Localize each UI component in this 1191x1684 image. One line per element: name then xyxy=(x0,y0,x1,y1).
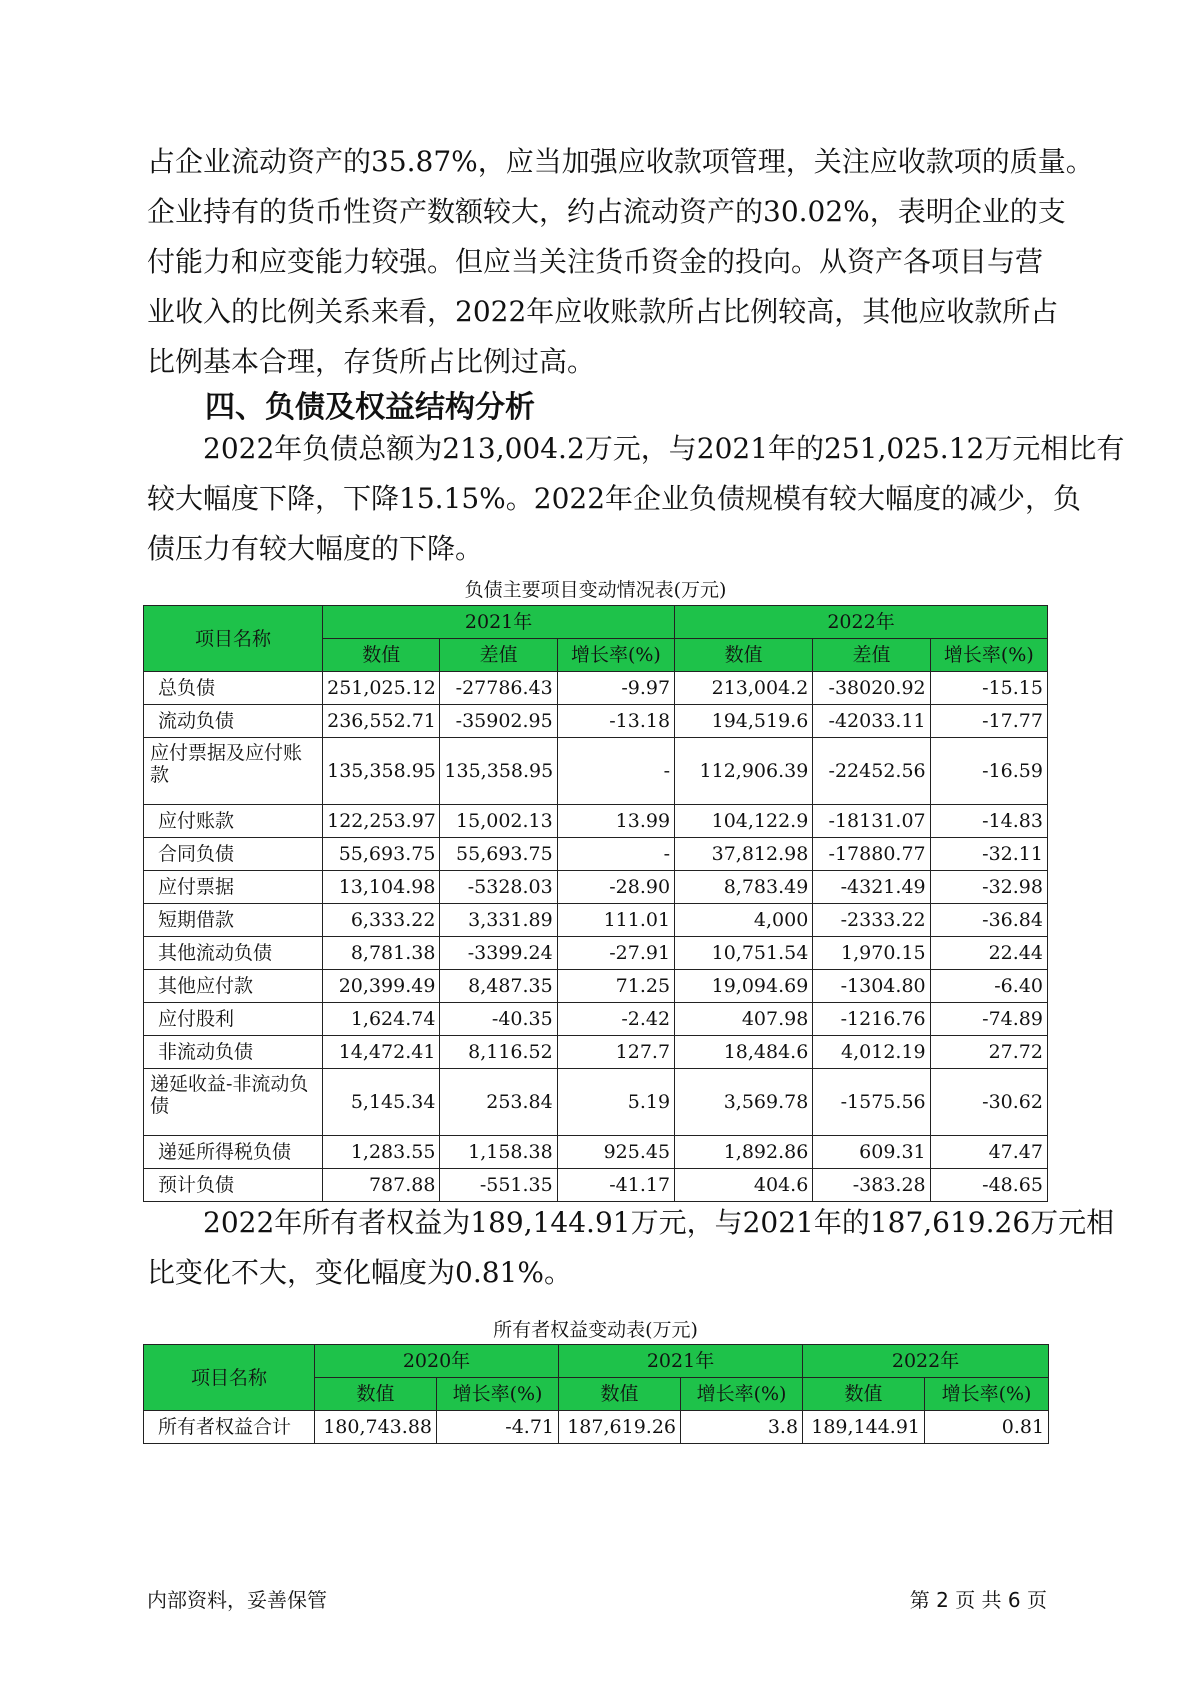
equity-table xyxy=(143,1344,1049,1444)
text-line: 占企业流动资产的35.87%，应当加强应收款项管理，关注应收款项的质量。 xyxy=(147,145,1094,178)
table-row xyxy=(144,1411,1049,1444)
table-row xyxy=(144,904,1048,937)
table-cell: -9.97 xyxy=(557,672,674,705)
table-cell: 5.19 xyxy=(557,1069,674,1136)
table-cell: -18131.07 xyxy=(813,805,930,838)
text-line: 付能力和应变能力较强。但应当关注货币资金的投向。从资产各项目与营 xyxy=(147,245,1044,278)
table-cell: 1,892.86 xyxy=(675,1136,813,1169)
table-cell: -22452.56 xyxy=(813,738,930,805)
row-label: 应付股利 xyxy=(144,1003,323,1036)
table-cell: 253.84 xyxy=(440,1069,557,1136)
table-cell: 8,783.49 xyxy=(675,871,813,904)
year-header: 2021年 xyxy=(323,606,675,639)
table-cell: 925.45 xyxy=(557,1136,674,1169)
table-cell: 71.25 xyxy=(557,970,674,1003)
sub-header: 数值 xyxy=(559,1378,681,1411)
table-cell: -32.11 xyxy=(930,838,1047,871)
table-cell: 13.99 xyxy=(557,805,674,838)
table-cell: -42033.11 xyxy=(813,705,930,738)
table-cell: 127.7 xyxy=(557,1036,674,1069)
row-label: 其他应付款 xyxy=(144,970,323,1003)
sub-header: 增长率(%) xyxy=(930,639,1047,672)
table-header-row xyxy=(144,1345,1049,1378)
sub-header: 差值 xyxy=(440,639,557,672)
table-cell: 404.6 xyxy=(675,1169,813,1202)
item-name-header: 项目名称 xyxy=(144,606,323,672)
table-cell: 104,122.9 xyxy=(675,805,813,838)
table-cell: -17880.77 xyxy=(813,838,930,871)
table1-caption: 负债主要项目变动情况表(万元) xyxy=(464,579,727,601)
table-cell: -16.59 xyxy=(930,738,1047,805)
table-cell: 19,094.69 xyxy=(675,970,813,1003)
table-row xyxy=(144,871,1048,904)
sub-header: 增长率(%) xyxy=(925,1378,1049,1411)
table-cell: -551.35 xyxy=(440,1169,557,1202)
sub-header: 增长率(%) xyxy=(437,1378,559,1411)
table-cell: -17.77 xyxy=(930,705,1047,738)
year-header: 2020年 xyxy=(315,1345,559,1378)
table-row xyxy=(144,1069,1048,1136)
table-row xyxy=(144,838,1048,871)
table-cell: 20,399.49 xyxy=(323,970,440,1003)
table-cell: -13.18 xyxy=(557,705,674,738)
table-cell: -2.42 xyxy=(557,1003,674,1036)
row-label: 流动负债 xyxy=(144,705,323,738)
table-cell: -4.71 xyxy=(437,1411,559,1444)
table-cell: 189,144.91 xyxy=(803,1411,925,1444)
table-cell: 1,283.55 xyxy=(323,1136,440,1169)
text-line: 2022年所有者权益为189,144.91万元，与2021年的187,619.26万元相 xyxy=(203,1206,1115,1239)
table-cell: 18,484.6 xyxy=(675,1036,813,1069)
table-cell: -6.40 xyxy=(930,970,1047,1003)
sub-header: 增长率(%) xyxy=(557,639,674,672)
table-cell: 187,619.26 xyxy=(559,1411,681,1444)
table2-caption: 所有者权益变动表(万元) xyxy=(493,1319,698,1341)
year-header: 2022年 xyxy=(803,1345,1049,1378)
table-cell: -1575.56 xyxy=(813,1069,930,1136)
row-label: 合同负债 xyxy=(144,838,323,871)
table-cell: 3,331.89 xyxy=(440,904,557,937)
footer-left: 内部资料，妥善保管 xyxy=(147,1588,327,1612)
table-cell: -40.35 xyxy=(440,1003,557,1036)
table-cell: -36.84 xyxy=(930,904,1047,937)
table-cell: 3,569.78 xyxy=(675,1069,813,1136)
table-cell: -5328.03 xyxy=(440,871,557,904)
table-cell: 194,519.6 xyxy=(675,705,813,738)
table-cell: -2333.22 xyxy=(813,904,930,937)
table-cell: 5,145.34 xyxy=(323,1069,440,1136)
table-cell: 10,751.54 xyxy=(675,937,813,970)
table-cell: -38020.92 xyxy=(813,672,930,705)
table-cell: 27.72 xyxy=(930,1036,1047,1069)
table-cell: 13,104.98 xyxy=(323,871,440,904)
table-cell: 55,693.75 xyxy=(323,838,440,871)
table-cell: 135,358.95 xyxy=(440,738,557,805)
sub-header: 数值 xyxy=(323,639,440,672)
table-cell: 6,333.22 xyxy=(323,904,440,937)
table-cell: 8,781.38 xyxy=(323,937,440,970)
text-line: 较大幅度下降，下降15.15%。2022年企业负债规模有较大幅度的减少，负 xyxy=(147,482,1082,515)
table-cell: 0.81 xyxy=(925,1411,1049,1444)
row-label: 应付票据 xyxy=(144,871,323,904)
table-cell: 8,116.52 xyxy=(440,1036,557,1069)
table-cell: 3.8 xyxy=(681,1411,803,1444)
table-row xyxy=(144,672,1048,705)
table-cell: - xyxy=(557,738,674,805)
table-row xyxy=(144,805,1048,838)
text-line: 业收入的比例关系来看，2022年应收账款所占比例较高，其他应收款所占 xyxy=(147,295,1059,328)
table-cell: 122,253.97 xyxy=(323,805,440,838)
table-cell: 8,487.35 xyxy=(440,970,557,1003)
liability-paragraph xyxy=(147,424,1125,574)
table-cell: -32.98 xyxy=(930,871,1047,904)
table-cell: -15.15 xyxy=(930,672,1047,705)
table-cell: - xyxy=(557,838,674,871)
intro-paragraph xyxy=(147,137,1094,387)
table-cell: -28.90 xyxy=(557,871,674,904)
table-cell: -1304.80 xyxy=(813,970,930,1003)
table-row xyxy=(144,1036,1048,1069)
table-row xyxy=(144,705,1048,738)
row-label: 递延所得税负债 xyxy=(144,1136,323,1169)
table-row xyxy=(144,1003,1048,1036)
sub-header: 数值 xyxy=(675,639,813,672)
text-line: 比例基本合理，存货所占比例过高。 xyxy=(147,345,596,378)
equity-paragraph xyxy=(147,1198,1115,1298)
table-row xyxy=(144,1169,1048,1202)
table-cell: 112,906.39 xyxy=(675,738,813,805)
table-cell: 787.88 xyxy=(323,1169,440,1202)
table-cell: 1,970.15 xyxy=(813,937,930,970)
table-cell: -41.17 xyxy=(557,1169,674,1202)
row-label: 预计负债 xyxy=(144,1169,323,1202)
table-cell: 14,472.41 xyxy=(323,1036,440,1069)
table-header-row xyxy=(144,606,1048,639)
row-label: 短期借款 xyxy=(144,904,323,937)
year-header: 2022年 xyxy=(675,606,1048,639)
table-cell: -4321.49 xyxy=(813,871,930,904)
row-label: 所有者权益合计 xyxy=(144,1411,315,1444)
table-cell: 236,552.71 xyxy=(323,705,440,738)
table-cell: 47.47 xyxy=(930,1136,1047,1169)
table-cell: 1,158.38 xyxy=(440,1136,557,1169)
table-cell: 55,693.75 xyxy=(440,838,557,871)
table-cell: 251,025.12 xyxy=(323,672,440,705)
table-cell: -1216.76 xyxy=(813,1003,930,1036)
table-cell: 22.44 xyxy=(930,937,1047,970)
table-cell: 609.31 xyxy=(813,1136,930,1169)
table-cell: 1,624.74 xyxy=(323,1003,440,1036)
sub-header: 差值 xyxy=(813,639,930,672)
row-label: 应付票据及应付账款 xyxy=(144,738,323,805)
row-label: 应付账款 xyxy=(144,805,323,838)
table-cell: 407.98 xyxy=(675,1003,813,1036)
table-cell: 15,002.13 xyxy=(440,805,557,838)
sub-header: 数值 xyxy=(803,1378,925,1411)
section-title: 四、负债及权益结构分析 xyxy=(205,390,535,425)
table-cell: -74.89 xyxy=(930,1003,1047,1036)
page-number: 第 2 页 共 6 页 xyxy=(909,1588,1047,1612)
table-row xyxy=(144,970,1048,1003)
table-cell: -48.65 xyxy=(930,1169,1047,1202)
table-cell: 37,812.98 xyxy=(675,838,813,871)
table-row xyxy=(144,937,1048,970)
table-cell: -3399.24 xyxy=(440,937,557,970)
sub-header: 数值 xyxy=(315,1378,437,1411)
table-cell: 135,358.95 xyxy=(323,738,440,805)
table-cell: -27.91 xyxy=(557,937,674,970)
liability-table xyxy=(143,605,1048,1202)
table-cell: 213,004.2 xyxy=(675,672,813,705)
table-cell: -35902.95 xyxy=(440,705,557,738)
row-label: 非流动负债 xyxy=(144,1036,323,1069)
item-name-header: 项目名称 xyxy=(144,1345,315,1411)
text-line: 企业持有的货币性资产数额较大，约占流动资产的30.02%，表明企业的支 xyxy=(147,195,1066,228)
sub-header: 增长率(%) xyxy=(681,1378,803,1411)
text-line: 债压力有较大幅度的下降。 xyxy=(147,532,484,565)
text-line: 2022年负债总额为213,004.2万元，与2021年的251,025.12万元相比有 xyxy=(203,432,1125,465)
table-cell: -383.28 xyxy=(813,1169,930,1202)
text-line: 比变化不大，变化幅度为0.81%。 xyxy=(147,1256,572,1289)
table-row xyxy=(144,1136,1048,1169)
table-cell: -27786.43 xyxy=(440,672,557,705)
table-cell: 111.01 xyxy=(557,904,674,937)
table-cell: -30.62 xyxy=(930,1069,1047,1136)
row-label: 递延收益-非流动负债 xyxy=(144,1069,323,1136)
row-label: 总负债 xyxy=(144,672,323,705)
table-cell: 180,743.88 xyxy=(315,1411,437,1444)
table-row xyxy=(144,738,1048,805)
row-label: 其他流动负债 xyxy=(144,937,323,970)
table-cell: 4,000 xyxy=(675,904,813,937)
table-cell: 4,012.19 xyxy=(813,1036,930,1069)
year-header: 2021年 xyxy=(559,1345,803,1378)
table-cell: -14.83 xyxy=(930,805,1047,838)
